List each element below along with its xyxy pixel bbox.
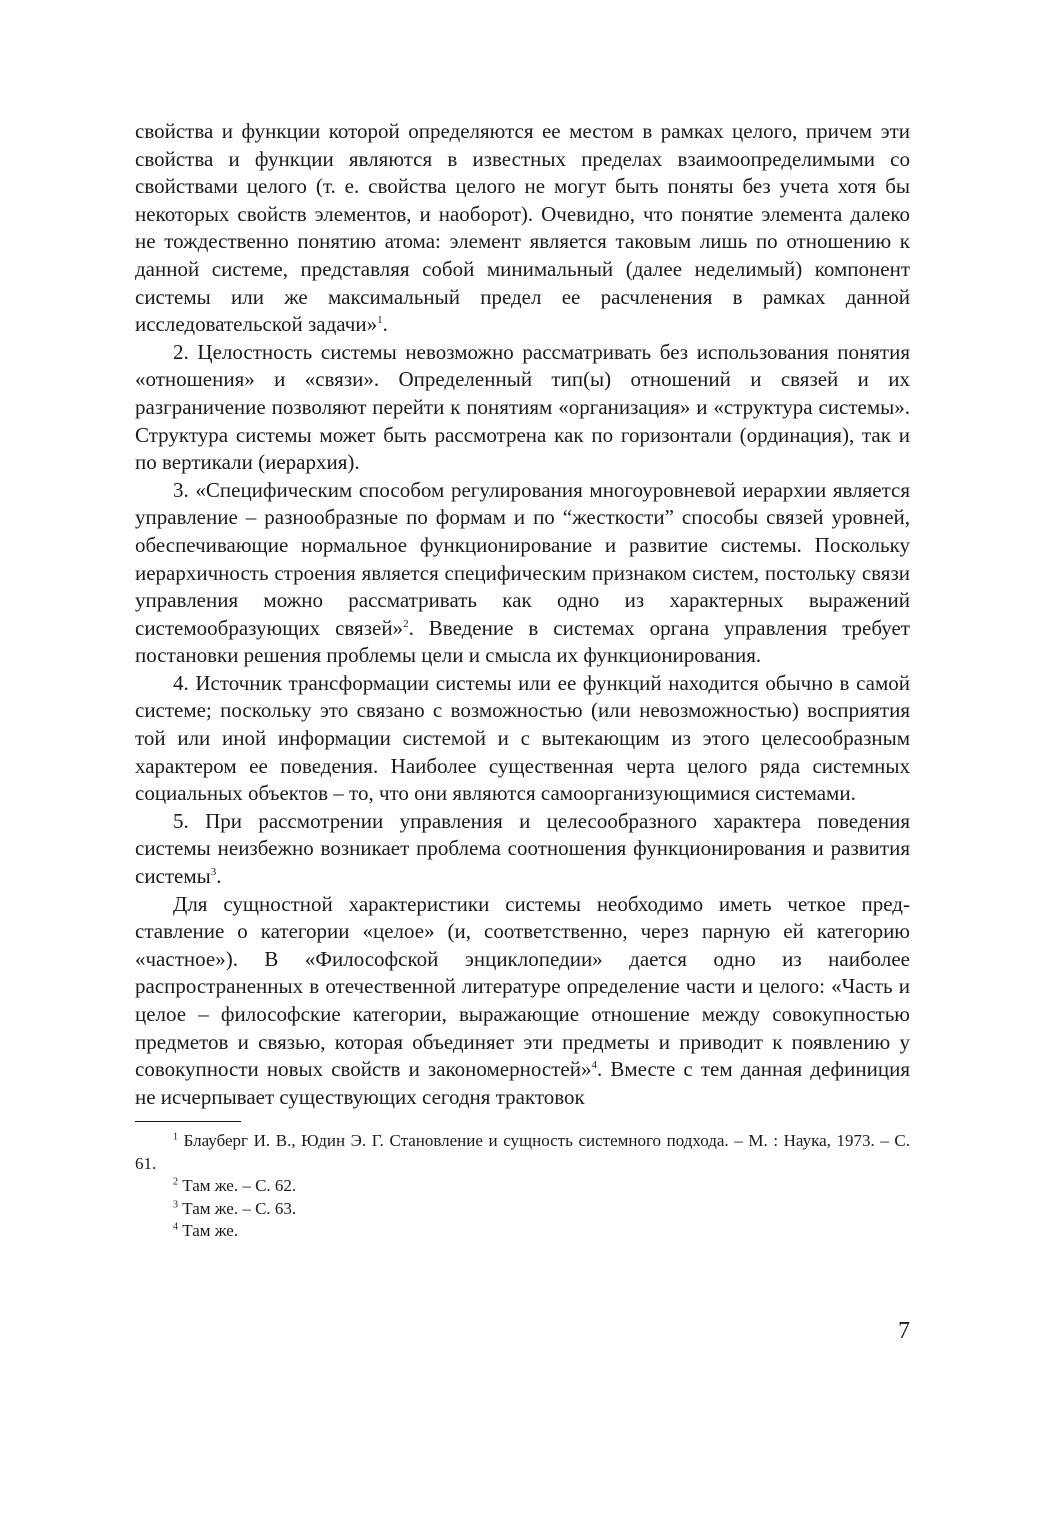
paragraph-integrity: 2. Целостность системы невозможно рассматривать без использования понятия «отношения» и «связи». Определенный тип(ы) отношений и связей и их разграничение позволяют перейти к понятиям «организация» и «структура системы». Структура системы может быть рассмотрена как по горизонтали (ординация), так и по вертикали (иерархия). xyxy=(135,339,910,475)
paragraph-transformation: 4. Источник трансформации системы или ее функций находится обычно в самой системе; поскольку это связано с возможностью (или невозможностью) восприятия той или иной информации системой и с вытекающим из этого целесообразным характером ее поведения. Наиболее существенная черта целого ряда системных социальных объектов – то, что они являются самоорганизующимися системами. xyxy=(135,670,910,806)
footnote-ref-4: 4 xyxy=(591,1059,597,1072)
footnote-ref-2: 2 xyxy=(403,617,409,630)
footnote-4: $^4$ Там же. xyxy=(173,1221,239,1241)
paragraph-whole-part: Для сущностной характеристики системы необходимо иметь четкое представление о категории «целое» (и, соответственно, через парную ей категорию «частное»). В «Философской энциклопедии» дается одно из наиболее распространенных в отечественной литературе определение части и целого: «Часть и целое – философские категории, выражающие отношение между совокупностью предметов и связью, которая объединяет эти предметы и приводит к появлению у совокупности новых свойств и закономерностей»$^4$. Вместе с тем данная дефиниция не исчерпывает существующих сегодня трактовок xyxy=(135,891,911,1109)
footnote-2: $^2$ Там же. – С. 62. xyxy=(173,1176,297,1196)
paragraph-continuation: свойства и функции которой определяются ее местом в рамках целого, причем эти свойства и функции являются в известных пределах взаимоопределимыми со свойствами целого (т. е. свойства целого не могут быть поняты без учета хотя бы некоторых свойств элементов, и наоборот). Очевидно, что понятие элемента далеко не тождественно понятию атома: элемент является таковым лишь по отношению к данной системе, представляя собой минимальный (далее неделимый) компонент системы или же максимальный предел ее расчленения в рамках данной исследовательской задачи»$^1$. xyxy=(135,119,910,337)
page-number: 7 xyxy=(898,1318,910,1344)
page-content xyxy=(135,118,910,1243)
footnote-ref-3: 3 xyxy=(210,866,217,879)
footnote-ref-1: 1 xyxy=(377,314,383,327)
paragraph-management: 3. «Специфическим способом регулирования многоуровневой иерархии является управление – разнообразные по формам и по “жесткости” способы связей уровней, обеспечивающие нормальное функционирование и развитие системы. Поскольку иерархичность строения является специфическим признаком систем, постольку связи управления можно рассматривать как одно из характерных выражений системообразующих связей»$^2$. Введение в системах органа управления требует постановки решения проблемы цели и смысла их функционирования. xyxy=(135,477,910,668)
footnote-1: $^1$ Блауберг И. В., Юдин Э. Г. Становление и сущность системного подхода. – М. : Наука, 1973. – С. 61. xyxy=(135,1131,911,1173)
footnote-separator xyxy=(135,1121,241,1122)
footnote-3: $^3$ Там же. – С. 63. xyxy=(173,1198,297,1218)
paragraph-development: 5. При рассмотрении управления и целесообразного характера поведения системы неизбежно возникает проблема соотношения функционирования и развития системы$^3$. xyxy=(135,808,910,889)
